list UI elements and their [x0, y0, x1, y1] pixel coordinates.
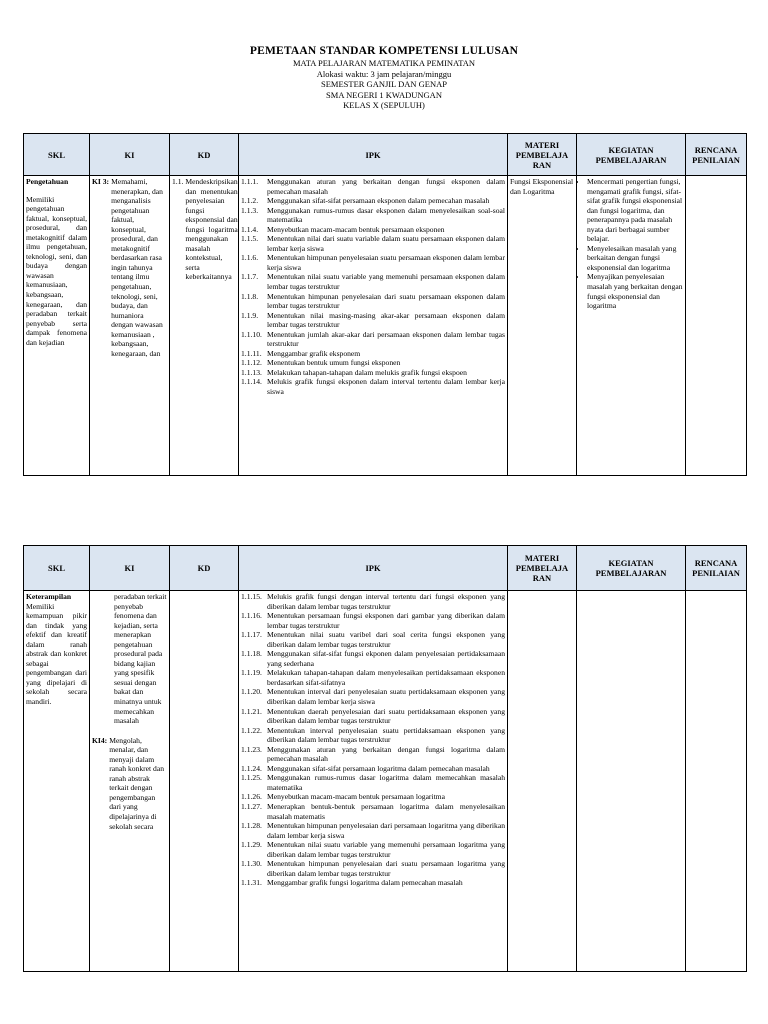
kegiatan-list	[579, 177, 683, 311]
ipk-text: Menggunakan aturan yang berkaitan dengan fungsi eksponen dalam pemecahan masalah	[267, 177, 505, 196]
col-header-ki: KI	[90, 134, 170, 176]
ipk-number: 1.1.12.	[241, 358, 262, 368]
ipk-item	[241, 745, 505, 764]
ipk-text: Menggambar grafik eksponem	[267, 348, 361, 358]
ipk-text: Menentukan himpunan penyelesaian dari persamaan logaritma yang diberikan dalam lembar kerja siswa	[267, 821, 505, 840]
skl-cell	[24, 591, 90, 972]
ki3-continued-text: peradaban terkait penyebab fenomena dan kejadian, serta menerapkan pengetahuan prosedural pada bidang kajian yang spesifik sesuai dengan bakat dan minatnya untuk memecahkan masalah	[114, 592, 167, 726]
ipk-text: Menentukan himpunan penyelesaian dari suatu persamaan eksponen dalam lembar tugas terstruktur	[267, 291, 505, 311]
skl-title: Keterampilan	[26, 592, 72, 601]
ipk-item	[241, 668, 505, 687]
ipk-text: Menentukan persamaan fungsi eksponen dari gambar yang diberikan dalam lembar tugas terstruktur	[267, 611, 505, 630]
ipk-text: Menggunakan aturan yang berkaitan dengan fungsi logaritma dalam pemecahan masalah	[267, 744, 505, 764]
ipk-number: 1.1.20.	[241, 687, 262, 697]
ipk-item	[241, 358, 505, 368]
col-header-kd: KD	[170, 546, 239, 591]
ipk-text: Menggunakan sifat-sifat persamaan logaritma dalam pemecahan masalah	[267, 763, 490, 773]
materi-cell	[508, 591, 577, 972]
ipk-item	[241, 773, 505, 792]
ipk-text: Menggunakan sifat-sifat persamaan eksponen dalam pemecahan masalah	[267, 196, 490, 206]
skl-text: Memiliki kemampuan pikir dan tindak yang efektif dan kreatif dalam ranah abstrak dan konkret sebagai pengembangan dari yang dipelajari di sekolah secara mandiri.	[26, 601, 87, 707]
ipk-text: Menggunakan rumus-rumus dasar eksponen dalam menyelesaikan soal-soal matematika	[267, 205, 505, 225]
ipk-number: 1.1.24.	[241, 763, 262, 773]
ipk-number: 1.1.29.	[241, 840, 262, 850]
ki-label: KI 3:	[92, 177, 110, 186]
ipk-number: 1.1.27.	[241, 802, 262, 812]
materi-cell	[508, 176, 577, 476]
subtitle-semester: SEMESTER GANJIL DAN GENAP	[320, 79, 447, 89]
ipk-item	[241, 368, 505, 378]
ipk-text: Melukis grafik fungsi dengan interval tertentu dari fungsi eksponen yang diberikan dalam lembar tugas terstruktur	[267, 592, 505, 611]
ipk-text: Menerapkan bentuk-bentuk persamaan logaritma dalam menyelesaikan masalah matematis	[267, 802, 505, 821]
ipk-item	[241, 292, 505, 311]
kegiatan-cell	[577, 176, 686, 476]
col-header-materi: MATERI PEMBELAJA RAN	[508, 134, 577, 176]
subtitle-time: Alokasi waktu: 3 jam pelajaran/minggu	[316, 68, 452, 79]
ipk-text: Menentukan nilai suatu variable yang memenuhi persamaan eksponen dalam lembar tugas terstruktur	[267, 272, 505, 292]
ipk-number: 1.1.28.	[241, 821, 262, 831]
ipk-number: 1.1.26.	[241, 792, 262, 802]
ipk-item	[241, 764, 505, 774]
ipk-number: 1.1.19.	[241, 668, 262, 678]
col-header-penilaian: RENCANA PENILAIAN	[686, 134, 747, 176]
col-header-skl: SKL	[24, 134, 90, 176]
subtitle-subject: MATA PELAJARAN MATEMATIKA PEMINATAN	[292, 58, 476, 68]
ipk-number: 1.1.31.	[241, 878, 262, 888]
materi-text: Fungsi Eksponensial dan Logaritma	[510, 177, 574, 196]
skl-mapping-table-2	[23, 545, 747, 972]
ipk-item	[241, 611, 505, 630]
ipk-number: 1.1.11.	[241, 348, 262, 358]
ipk-text: Menentukan nilai suatu varibel dari soal cerita fungsi eksponen yang diberikan dalam lembar tugas terstruktur	[267, 630, 505, 649]
skl-title: Pengetahuan	[26, 177, 69, 186]
ipk-number: 1.1.5.	[241, 234, 259, 244]
ipk-item	[241, 726, 505, 745]
ipk-number: 1.1.10.	[241, 329, 262, 339]
skl-text: Memiliki pengetahuan faktual, konseptual, prosedural, dan metakognitif dalam ilmu pengetahuan, teknologi, seni, dan budaya dengan wawasan kemanusiaan, kebangsaan, kenegaraan, dan peradaban terkait penyebab serta dampak fenomena dan kejadian	[26, 194, 87, 347]
ipk-number: 1.1.21.	[241, 706, 262, 716]
col-header-kd: KD	[170, 134, 239, 176]
col-header-ki: KI	[90, 546, 170, 591]
ki-text: Memahami, menerapkan, dan menganalisis pengetahuan faktual, konseptual, prosedural, dan metakognitif berdasarkan rasa ingin tahunya tentang ilmu pengetahuan, teknologi, seni, budaya, dan humaniora dengan wawasan kemanusiaan , kebangsaan, kenegaraan, dan	[111, 177, 163, 358]
ipk-text: Menyebutkan macam-macam bentuk persamaan logaritma	[267, 792, 445, 802]
ipk-text: Menentukan himpunan penyelesaian dari suatu persamaan logaritma yang diberikan dalam lembar tugas terstruktur	[267, 859, 505, 878]
ipk-item	[241, 196, 505, 206]
ipk-number: 1.1.15.	[241, 592, 262, 601]
skl-cell	[24, 176, 90, 476]
kd-cell	[170, 176, 239, 476]
kegiatan-item: • Mencermati pengertian fungsi, mengamati grafik fungsi, sifat-sifat grafik fungsi eksponensial dan fungsi logaritma, dan penerapannya pada masalah nyata dari berbagai sumber belajar.	[587, 177, 683, 244]
col-header-kegiatan: KEGIATAN PEMBELAJARAN	[577, 546, 686, 591]
ipk-item	[241, 821, 505, 840]
ipk-cell	[239, 176, 508, 476]
col-header-materi: MATERI PEMBELAJA RAN	[508, 546, 577, 591]
col-header-kegiatan: KEGIATAN PEMBELAJARAN	[577, 134, 686, 176]
ipk-text: Menentukan bentuk umum fungsi eksponen	[267, 358, 401, 368]
ipk-text: Menggunakan rumus-rumus dasar logaritma dalam memecahkan masalah matematika	[267, 773, 505, 792]
ipk-text: Menyebutkan macam-macam bentuk persamaan eksponen	[267, 224, 445, 234]
ipk-item	[241, 630, 505, 649]
ipk-number: 1.1.22.	[241, 725, 262, 735]
kegiatan-cell	[577, 591, 686, 972]
kd-cell	[170, 591, 239, 972]
subtitle-class: KELAS X (SEPULUH)	[343, 100, 425, 110]
ipk-number: 1.1.14.	[241, 377, 262, 387]
ki-cell	[90, 591, 170, 972]
ki-cell	[90, 176, 170, 476]
ipk-number: 1.1.13.	[241, 367, 262, 377]
ipk-text: Menentukan himpunan penyelesaian suatu persamaan eksponen dalam lembar kerja siswa	[267, 253, 505, 272]
ki4-label: KI4:	[92, 735, 108, 745]
ipk-item	[241, 649, 505, 668]
ipk-item	[241, 802, 505, 821]
col-header-ipk: IPK	[239, 134, 508, 176]
skl-mapping-table-1	[23, 133, 747, 476]
ipk-item	[241, 592, 505, 611]
ipk-list	[239, 591, 507, 889]
ipk-number: 1.1.18.	[241, 649, 262, 659]
kd-number: 1.1.	[172, 177, 184, 186]
ipk-text: Menentukan jumlah akar-akar dari persamaan eksponen dalam lembar tugas terstruktur	[267, 329, 505, 349]
kd-text: Mendeskripsikan dan menentukan penyelesaian fungsi eksponensial dan fungsi logaritma menggunakan masalah kontekstual, serta keberkaitannya	[185, 177, 238, 282]
penilaian-cell	[686, 591, 747, 972]
ipk-text: Melukis grafik fungsi eksponen dalam interval tertentu dalam lembar kerja siswa	[267, 377, 505, 397]
col-header-penilaian: RENCANA PENILAIAN	[686, 546, 747, 591]
ipk-text: Menentukan interval dari penyelesaian suatu pertidaksamaan eksponen yang diberikan dalam lembar kerja siswa	[267, 687, 505, 707]
ipk-item	[241, 272, 505, 291]
ipk-item	[241, 878, 505, 888]
ipk-item	[241, 707, 505, 726]
ipk-number: 1.1.4.	[241, 224, 259, 234]
ipk-number: 1.1.1.	[241, 177, 259, 186]
ipk-item	[241, 349, 505, 359]
ipk-item	[241, 840, 505, 859]
kegiatan-item: • Menyajikan penyelesaian masalah yang berkaitan dengan fungsi eksponensial dan logaritma	[587, 272, 683, 310]
ipk-number: 1.1.17.	[241, 630, 262, 640]
ipk-list	[239, 176, 507, 398]
ipk-item	[241, 330, 505, 349]
document-title: PEMETAAN STANDAR KOMPETENSI LULUSAN	[249, 45, 519, 57]
ipk-number: 1.1.30.	[241, 859, 262, 869]
kegiatan-item: • Menyelesaikan masalah yang berkaitan dengan fungsi eksponensial dan logaritma	[587, 244, 683, 273]
ki4-text: Mengolah, menalar, dan menyaji dalam ranah konkret dan ranah abstrak terkait dengan pengembangan dari yang dipelajarinya di sekolah secara	[109, 735, 165, 831]
penilaian-cell	[686, 176, 747, 476]
ipk-number: 1.1.8.	[241, 291, 259, 301]
ipk-number: 1.1.25.	[241, 773, 262, 783]
ipk-item	[241, 859, 505, 878]
subtitle-school: SMA NEGERI 1 KWADUNGAN	[326, 89, 442, 100]
ipk-number: 1.1.6.	[241, 253, 259, 263]
ipk-item	[241, 177, 505, 196]
ipk-text: Menggunakan sifat-sifat fungsi ekponen dalam penyelesaian pertidaksamaan yang sederhana	[267, 649, 505, 668]
ipk-text: Menggambar grafik fungsi logaritma dalam pemecahan masalah	[267, 878, 463, 888]
ipk-number: 1.1.2.	[241, 196, 259, 206]
ipk-number: 1.1.23.	[241, 744, 262, 754]
ipk-text: Menentukan nilai suatu variable yang memenuhi persamaan logaritma yang diberikan dalam lembar tugas terstruktur	[267, 840, 505, 859]
document-header	[0, 44, 768, 111]
ipk-item	[241, 792, 505, 802]
ipk-number: 1.1.9.	[241, 310, 259, 320]
ipk-text: Menentukan nilai dari suatu variable dalam suatu persamaan eksponen dalam lembar kerja siswa	[267, 234, 505, 253]
ipk-item	[241, 377, 505, 396]
ipk-item	[241, 206, 505, 225]
ipk-item	[241, 234, 505, 253]
ipk-item	[241, 687, 505, 706]
ipk-text: Melakukan tahapan-tahapan dalam menyelesaikan pertidaksamaan eksponen berdasarkan sifat-sifatnya	[267, 668, 505, 687]
ipk-item	[241, 311, 505, 330]
ipk-text: Menentukan interval penyelesaian suatu pertidaksamaan eksponen yang diberikan dalam lembar tugas terstruktur	[267, 725, 505, 745]
ipk-text: Melakukan tahapan-tahapan dalam melukis grafik fungsi ekspoen	[267, 367, 467, 377]
ipk-cell	[239, 591, 508, 972]
col-header-ipk: IPK	[239, 546, 508, 591]
col-header-skl: SKL	[24, 546, 90, 591]
ipk-item	[241, 253, 505, 272]
ipk-number: 1.1.7.	[241, 272, 259, 282]
ipk-text: Menentukan daerah penyelesaian dari suatu pertidaksamaan eksponen yang diberikan dalam lembar tugas terstruktur	[267, 706, 505, 726]
ipk-item	[241, 225, 505, 235]
ipk-number: 1.1.16.	[241, 611, 262, 621]
ipk-number: 1.1.3.	[241, 205, 259, 215]
ipk-text: Menentukan nilai masing-masing akar-akar persamaan eksponen dalam lembar tugas terstruktur	[267, 310, 505, 330]
